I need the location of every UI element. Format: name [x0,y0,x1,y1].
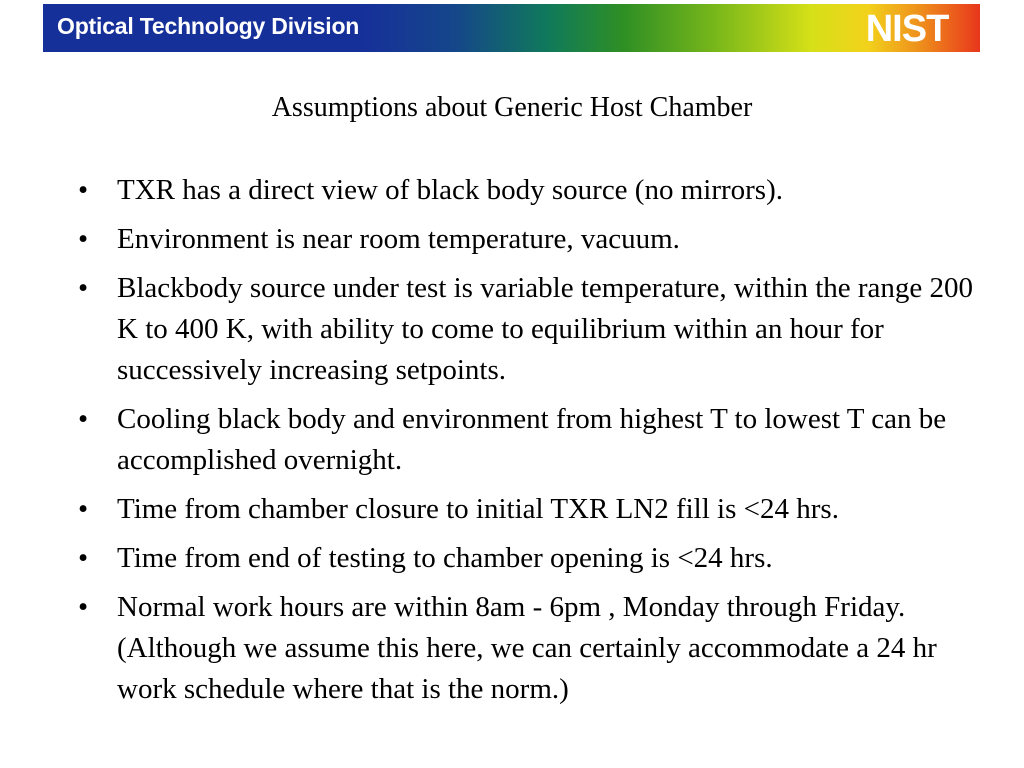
bullet-text: Time from end of testing to chamber opening is <24 hrs. [117,542,773,574]
list-item [78,587,993,710]
slide-title: Assumptions about Generic Host Chamber [271,92,753,123]
nist-logo-icon [845,11,969,45]
bullet-text: Time from chamber closure to initial TXR LN2 fill is <24 hrs. [117,493,839,525]
logo-text: NIST [865,11,949,45]
bullet-marker: • [78,542,89,574]
bullet-text: TXR has a direct view of black body source (no mirrors). [117,174,783,206]
bullet-marker: • [78,174,89,206]
list-item [78,538,993,579]
bullet-marker: • [78,223,89,255]
bullet-marker: • [78,272,89,304]
bullet-text: Environment is near room temperature, vacuum. [117,223,680,255]
list-item [78,268,993,391]
bullet-marker: • [78,591,89,623]
header-banner [43,4,980,52]
bullet-text: Blackbody source under test is variable temperature, within the range 200 K to 400 K, with ability to come to equilibrium within an hour for successively increasing setpoints. [117,272,974,386]
bullet-marker: • [78,403,89,435]
list-item [78,399,993,481]
nist-logo [844,10,970,46]
division-title: Optical Technology Division [57,13,360,39]
bullet-list [78,170,993,718]
bullet-text: Normal work hours are within 8am - 6pm , Monday through Friday. (Although we assume this here, we can certainly accommodate a 24 hr work schedule where that is the norm.) [117,591,937,705]
list-item [78,489,993,530]
bullet-marker: • [78,493,89,525]
bullet-text: Cooling black body and environment from highest T to lowest T can be accomplished overnight. [117,403,947,476]
list-item [78,170,993,211]
list-item [78,219,993,260]
